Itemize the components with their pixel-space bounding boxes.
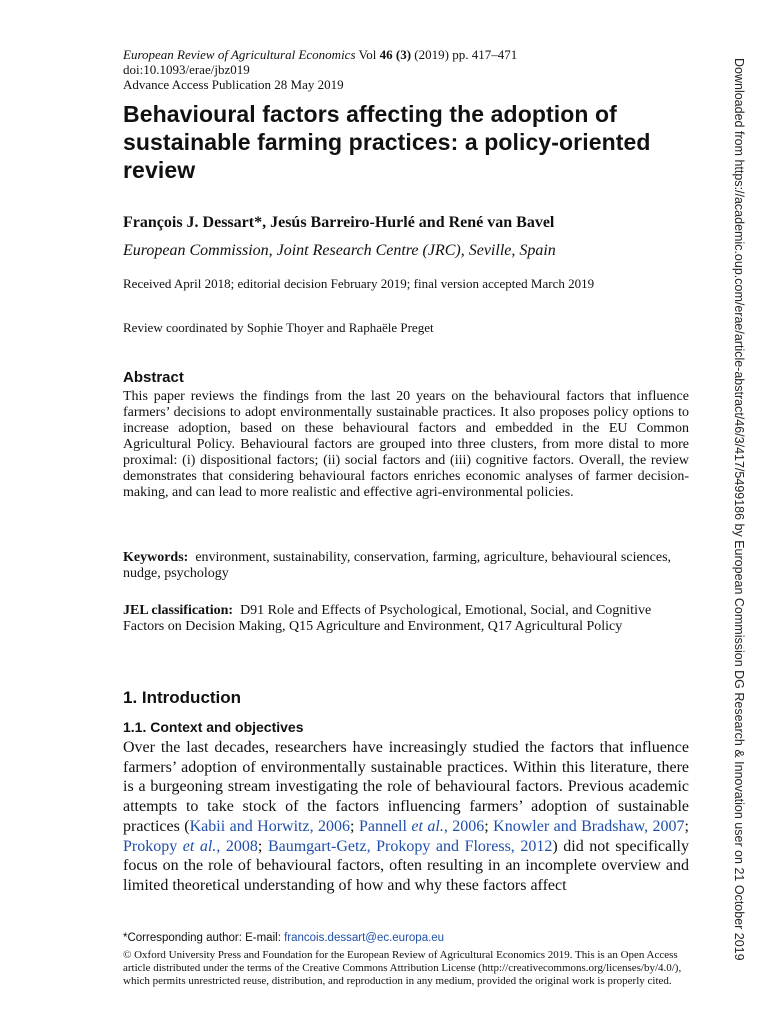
submission-dates: Received April 2018; editorial decision February 2019; final version accepted March 2019 [123, 276, 595, 291]
introduction-paragraph [123, 738, 689, 896]
citation-baumgart-getz-2012[interactable]: Baumgart-Getz, Prokopy and Floress, 2012 [267, 837, 553, 855]
citation-pannell-2006[interactable] [359, 818, 484, 835]
subsection-heading-context: 1.1. Context and objectives [123, 719, 304, 735]
download-watermark: Downloaded from https://academic.oup.com/erae/article-abstract/46/3/417/5499186 by European Commission DG Research & Innovation user on 21 October 2019 [732, 58, 746, 961]
intro-text-2: ) did not specifically focus on the role of behavioural factors, often resulting in an incomplete overview and limited theoretical understanding of how and why these factors affect [123, 837, 689, 894]
citation-author: Prokopy [123, 837, 183, 855]
citation-kabii-2006[interactable]: Kabii and Horwitz, 2006 [189, 817, 351, 835]
journal-citation [123, 47, 689, 62]
jel-classification [123, 603, 689, 635]
corresponding-author-footnote [123, 931, 689, 945]
keywords [123, 550, 689, 582]
citation-year: , 2006 [443, 817, 485, 835]
citation-knowler-2007[interactable]: Knowler and Bradshaw, 2007 [493, 817, 685, 835]
citation-prokopy-2008[interactable] [123, 838, 258, 855]
journal-year-pages: (2019) pp. 417–471 [414, 47, 518, 62]
paper-title: Behavioural factors affecting the adoption of sustainable farming practices: a policy-oriented review [123, 101, 651, 183]
copyright-notice: © Oxford University Press and Foundation for the European Review of Agricultural Economics 2019. This is an Open Access article distributed under the terms of the Creative Commons Attribution License (http://creativecommons.org/licenses/by/4.0/), which permits unrestricted reuse, distribution, and reproduction in any medium, provided the original work is properly cited. [123, 949, 682, 987]
footnote-label: *Corresponding author: E-mail: [123, 932, 285, 944]
journal-advance-access: Advance Access Publication 28 May 2019 [123, 77, 344, 92]
citation-separator: ; [684, 817, 689, 835]
keywords-text: environment, sustainability, conservation, farming, agriculture, behavioural sciences, nudge, psychology [123, 550, 672, 581]
citation-etal: et al. [182, 837, 217, 855]
author-list: François J. Dessart*, Jesús Barreiro-Hurlé and René van Bavel [123, 214, 555, 231]
citation-separator: ; [257, 837, 268, 855]
journal-name: European Review of Agricultural Economics [123, 47, 356, 62]
journal-doi: doi:10.1093/erae/jbz019 [123, 62, 250, 77]
citation-etal: et al. [411, 817, 444, 835]
journal-issue: (3) [395, 47, 412, 62]
abstract-body: This paper reviews the findings from the last 20 years on the behavioural factors that influence farmers’ decisions to adopt environmentally sustainable practices. It also proposes policy options to increase adoption, based on these behavioural factors and embedded in the EU Common Agricultural Policy. Behavioural factors are grouped into three clusters, from more distal to more proximal: (i) dispositional factors; (ii) social factors and (iii) cognitive factors. Overall, the review demonstrates that considering behavioural factors enriches economic analyses of farmer decision-making, and can lead to more realistic and effective agri-environmental policies. [123, 389, 689, 500]
keywords-label: Keywords: [123, 550, 189, 565]
section-heading-introduction: 1. Introduction [123, 688, 242, 707]
jel-text: D91 Role and Effects of Psychological, Emotional, Social, and Cognitive Factors on Decision Making, Q15 Agriculture and Environment, Q17 Agricultural Policy [123, 603, 652, 634]
citation-author: Pannell [358, 817, 412, 835]
citation-separator: ; [484, 817, 494, 835]
review-coordinators: Review coordinated by Sophie Thoyer and Raphaële Preget [123, 320, 434, 335]
citation-separator: ; [350, 817, 359, 835]
corresponding-email-link[interactable]: francois.dessart@ec.europa.eu [284, 932, 445, 944]
citation-year: , 2008 [216, 837, 258, 855]
intro-text-1: Over the last decades, researchers have increasingly studied the factors that influence farmers’ adoption of environmentally sustainable practices. Within this literature, there is a burgeoning stream investigating the role of behavioural factors. Previous academic attempts to take stock of the factors influencing farmers’ adoption of sustainable practices ( [123, 739, 689, 835]
journal-vol-prefix: Vol [358, 47, 377, 62]
journal-volume: 46 [379, 47, 393, 62]
abstract-heading: Abstract [123, 369, 184, 386]
jel-label: JEL classification: [123, 603, 234, 618]
journal-header [123, 47, 689, 92]
author-affiliation: European Commission, Joint Research Centre (JRC), Seville, Spain [123, 242, 556, 259]
